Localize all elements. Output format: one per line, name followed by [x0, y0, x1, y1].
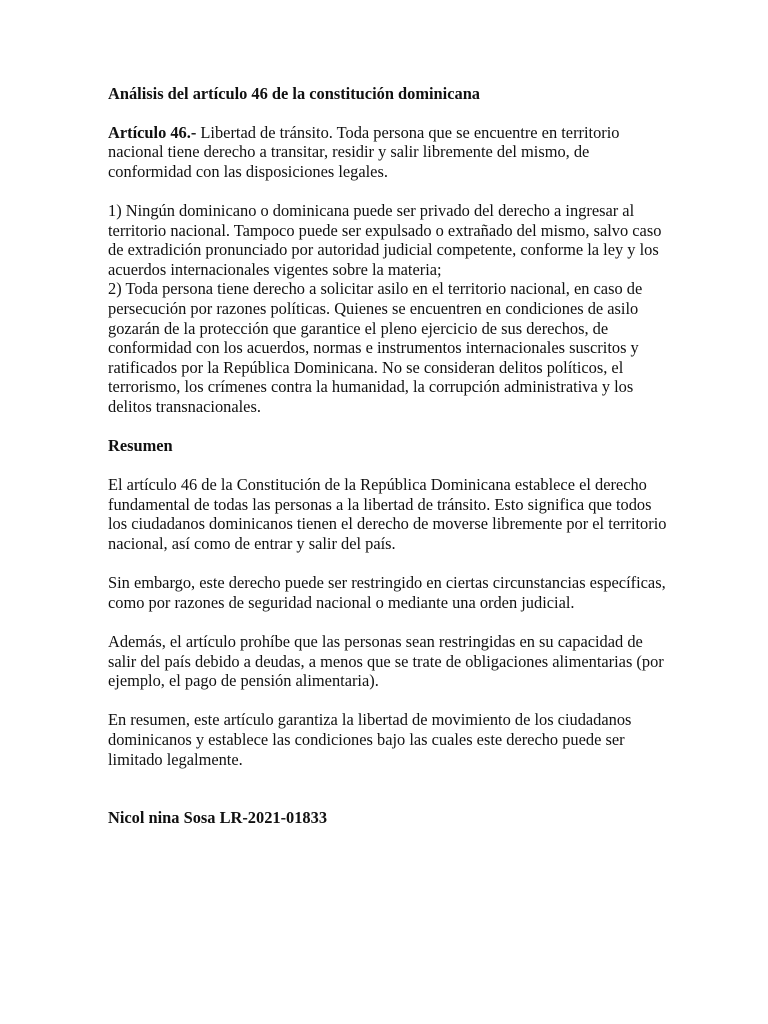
- article-item-2: 2) Toda persona tiene derecho a solicitar asilo en el territorio nacional, en caso de persecución por razones políticas. Quienes se encuentren en condiciones de asilo gozarán de la protección que garantice el pleno ejercicio de sus derechos, de conformidad con los acuerdos, normas e instrumentos internacionales suscritos y ratificados por la República Dominicana. No se consideran delitos políticos, el terrorismo, los crímenes contra la humanidad, la corrupción administrativa y los delitos transnacionales.: [108, 279, 643, 416]
- author-signature: Nicol nina Sosa LR-2021-01833: [108, 808, 328, 828]
- article-item-1: 1) Ningún dominicano o dominicana puede ser privado del derecho a ingresar al territorio nacional. Tampoco puede ser expulsado o extrañado del mismo, salvo caso de extradición pronunciado por autoridad judicial competente, conforme la ley y los acuerdos internacionales vigentes sobre la materia;: [108, 200, 662, 279]
- article-text: Libertad de tránsito. Toda persona que se encuentre en territorio nacional tiene derecho a transitar, residir y salir libremente del mismo, de conformidad con las disposiciones legales.: [108, 122, 620, 181]
- summary-paragraph-2: Sin embargo, este derecho puede ser restringido en ciertas circunstancias específicas, como por razones de seguridad nacional o mediante una orden judicial.: [108, 573, 666, 612]
- article-paragraph: [108, 123, 668, 182]
- summary-heading: Resumen: [108, 436, 173, 456]
- summary-paragraph-1: El artículo 46 de la Constitución de la República Dominicana establece el derecho fundamental de todas las personas a la libertad de tránsito. Esto significa que todos los ciudadanos dominicanos tienen el derecho de moverse libremente por el territorio nacional, así como de entrar y salir del país.: [108, 475, 667, 554]
- article-label: Artículo 46.-: [108, 122, 197, 142]
- summary-paragraph-4: En resumen, este artículo garantiza la libertad de movimiento de los ciudadanos dominicanos y establece las condiciones bajo las cuales este derecho puede ser limitado legalmente.: [108, 710, 632, 769]
- document-title: Análisis del artículo 46 de la constitución dominicana: [108, 84, 481, 103]
- document-page: [108, 84, 668, 847]
- summary-paragraph-3: Además, el artículo prohíbe que las personas sean restringidas en su capacidad de salir del país debido a deudas, a menos que se trate de obligaciones alimentarias (por ejemplo, el pago de pensión alimentaria).: [108, 632, 664, 691]
